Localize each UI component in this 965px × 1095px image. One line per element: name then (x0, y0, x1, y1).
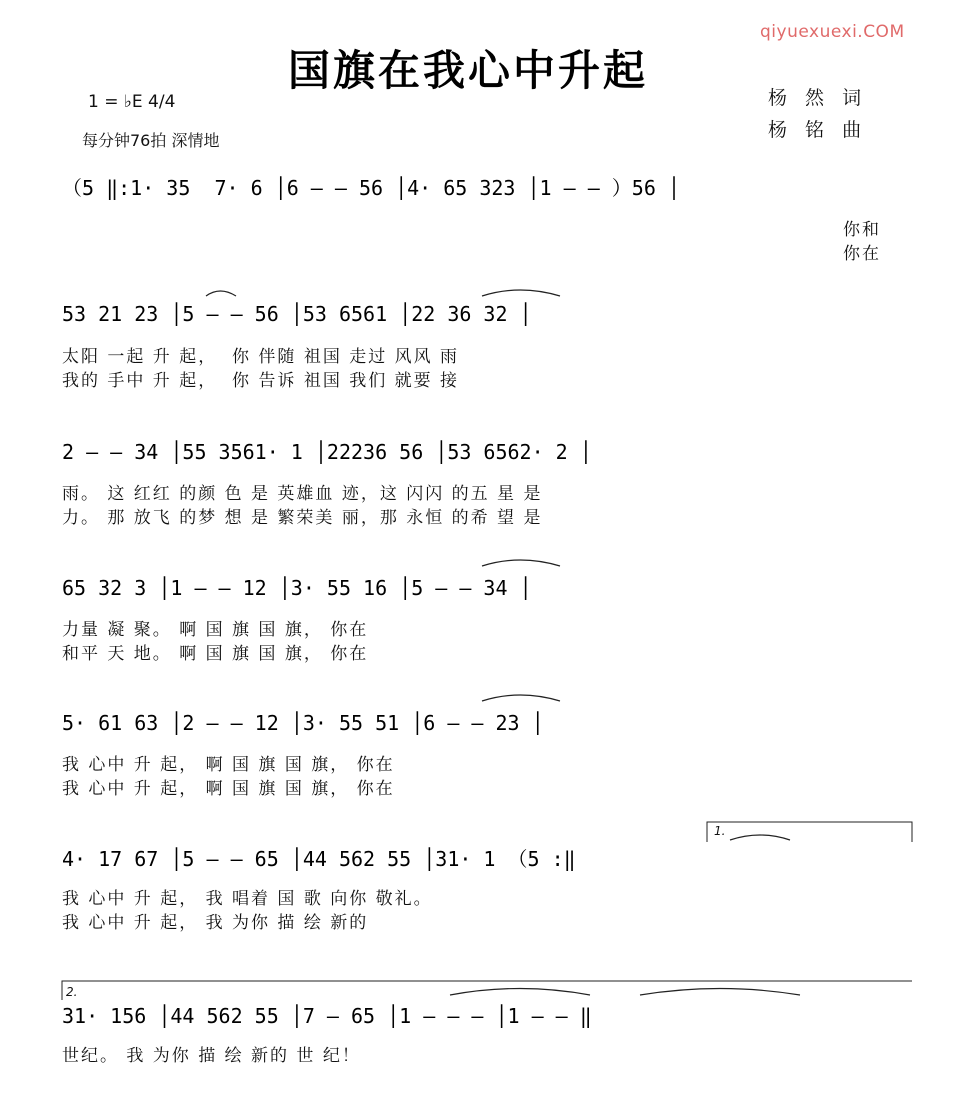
slur (450, 989, 590, 996)
notation-line: （5 ‖:1· 35 7· 6 │6 — — 56 │4· 65 323 │1 — — ）56 │ (62, 176, 680, 200)
notation-line: 65 32 3 │1 — — 12 │3· 55 16 │5 — — 34 │ (62, 576, 532, 600)
slur (482, 560, 560, 566)
lyricist-credit: 杨 然 词 (768, 87, 868, 109)
notation-line: 2 — — 34 │55 3561· 1 │22236 56 │53 6562· 2 │ (62, 440, 592, 464)
volta-2-label: 2. (66, 985, 78, 999)
lyric-verse-1: 力量 凝 聚。 啊 国 旗 国 旗， 你在 (62, 620, 369, 640)
lyric-verse-2: 力。 那 放飞 的梦 想 是 繁荣美 丽，那 永恒 的希 望 是 (62, 508, 543, 528)
lyric-verse-2: 我 心中 升 起， 我 为你 描 绘 新的 (62, 913, 369, 933)
lyric-verse-2: 我 心中 升 起， 啊 国 旗 国 旗， 你在 (62, 779, 395, 799)
notation-line: 5· 61 63 │2 — — 12 │3· 55 51 │6 — — 23 │ (62, 711, 544, 735)
lyric-verse-1: 太阳 一起 升 起， 你 伴随 祖国 走过 风风 雨 (62, 347, 460, 367)
lyric-verse-1: 雨。 这 红红 的颜 色 是 英雄血 迹，这 闪闪 的五 星 是 (62, 484, 543, 504)
notation-line: 31· 156 │44 562 55 │7 — 65 │1 — — — │1 — — ‖ (62, 1004, 592, 1028)
volta-1-bracket (707, 822, 912, 842)
slur (482, 695, 560, 701)
lyric-verse-2: 我的 手中 升 起， 你 告诉 祖国 我们 就要 接 (62, 371, 460, 391)
slur (730, 835, 790, 840)
lyric-verse-1: 我 心中 升 起， 我 唱着 国 歌 向你 敬礼。 (62, 889, 433, 909)
lyric-verse-1: 你和 (843, 220, 881, 240)
lyric-verse-2: 和平 天 地。 啊 国 旗 国 旗， 你在 (62, 644, 369, 664)
key-signature: 1 = ♭E 4/4 (88, 92, 176, 112)
composer-credit: 杨 铭 曲 (768, 119, 868, 141)
slur (482, 290, 560, 296)
notation-line: 4· 17 67 │5 — — 65 │44 562 55 │31· 1 （5 :‖ (62, 847, 576, 871)
slur (640, 989, 800, 996)
lyric-verse-2: 你在 (843, 244, 881, 264)
tempo-marking: 每分钟76拍 深情地 (82, 131, 220, 150)
lyric-verse-1: 我 心中 升 起， 啊 国 旗 国 旗， 你在 (62, 755, 395, 775)
notation-line: 53 21 23 │5 — — 56 │53 6561 │22 36 32 │ (62, 302, 532, 326)
site-watermark: qiyuexuexi.COM (760, 22, 905, 42)
song-title: 国旗在我心中升起 (288, 46, 649, 95)
slur (206, 291, 236, 296)
volta-1-label: 1. (714, 824, 726, 838)
lyric-verse-1: 世纪。 我 为你 描 绘 新的 世 纪！ (62, 1046, 361, 1066)
